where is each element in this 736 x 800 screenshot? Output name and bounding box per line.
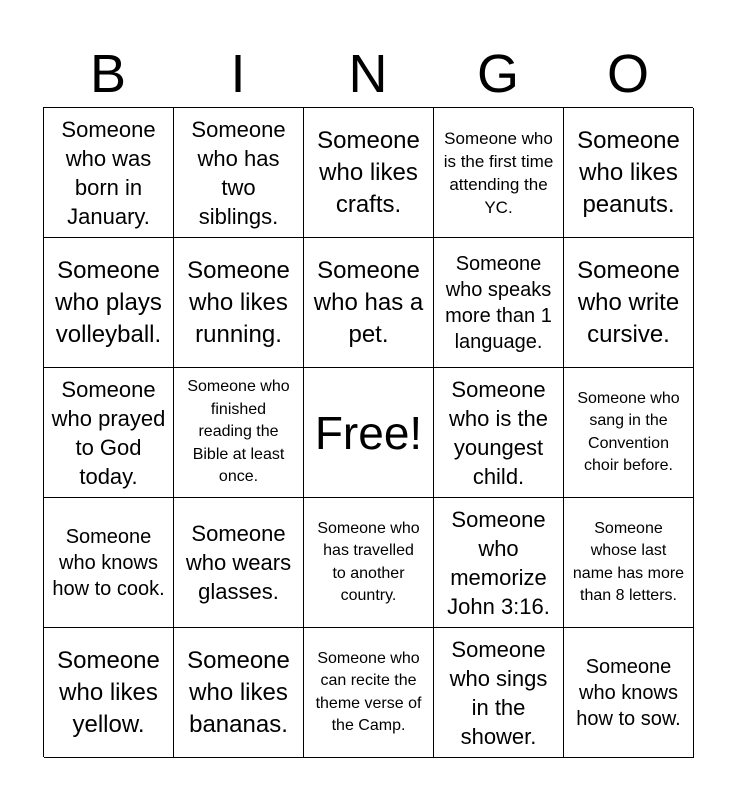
bingo-cell-text: Someone who sang in the Convention choir before. [577,389,680,474]
bingo-cell[interactable] [174,628,304,758]
bingo-cell[interactable] [434,238,564,368]
bingo-cell-text: Someone who finished reading the Bible at least once. [187,378,290,486]
bingo-cell[interactable] [44,108,174,238]
bingo-cell[interactable] [174,498,304,628]
bingo-cell[interactable] [434,498,564,628]
free-space-text: Free! [314,406,423,459]
header-letter-n: N [348,44,388,104]
bingo-cell-text: Someone who write cursive. [577,256,680,348]
bingo-cell-text: Someone whose last name has more than 8 letters. [572,519,685,604]
bingo-cell-text: Someone who was born in January. [61,116,156,229]
bingo-cell[interactable] [44,498,174,628]
bingo-cell[interactable] [174,108,304,238]
bingo-cell-text: Someone who has travelled to another country. [317,519,420,604]
bingo-cell[interactable] [434,108,564,238]
bingo-cell-text: Someone who has a pet. [313,256,424,348]
bingo-cell-text: Someone who memorize John 3:16. [447,506,550,619]
bingo-cell[interactable] [434,368,564,498]
bingo-cell-text: Someone who can recite the theme verse of the Camp. [315,649,422,734]
header-letter-b: B [89,44,127,104]
bingo-cell-text: Someone who likes yellow. [57,646,160,738]
bingo-cell-text: Someone who is the youngest child. [448,376,549,489]
bingo-cell[interactable] [434,628,564,758]
bingo-cell-text: Someone who likes crafts. [317,126,420,218]
bingo-cell-text: Someone who knows how to cook. [52,525,165,600]
bingo-cell[interactable] [304,238,434,368]
bingo-cell[interactable] [564,238,694,368]
bingo-cell[interactable] [44,628,174,758]
bingo-card-grid [43,107,693,757]
bingo-header [43,40,693,108]
bingo-cell-text: Someone who is the first time attending the YC. [443,128,554,217]
header-letter-o: O [606,44,649,104]
bingo-cell-text: Someone who has two siblings. [191,116,286,229]
header-letter-i: I [230,44,246,104]
bingo-cell[interactable] [174,368,304,498]
header-letter-g: G [476,44,519,104]
bingo-cell-text: Someone who sings in the shower. [449,636,548,749]
bingo-cell-text: Someone who prayed to God today. [51,376,166,489]
bingo-cell[interactable] [564,628,694,758]
bingo-cell-text: Someone who plays volleyball. [55,256,162,348]
bingo-cell[interactable] [564,498,694,628]
bingo-cell-text: Someone who likes bananas. [187,646,290,738]
bingo-cell-text: Someone who knows how to sow. [576,655,681,730]
bingo-cell[interactable] [304,498,434,628]
bingo-cell[interactable] [564,368,694,498]
bingo-cell[interactable] [564,108,694,238]
bingo-cell-text: Someone who wears glasses. [185,521,292,604]
bingo-cell-text: Someone who speaks more than 1 language. [445,252,552,353]
bingo-cell-text: Someone who likes peanuts. [577,126,680,218]
bingo-cell[interactable] [304,628,434,758]
bingo-cell[interactable] [44,368,174,498]
free-space-cell[interactable] [304,368,434,498]
bingo-cell[interactable] [174,238,304,368]
bingo-cell[interactable] [44,238,174,368]
bingo-cell-text: Someone who likes running. [187,256,290,348]
bingo-cell[interactable] [304,108,434,238]
